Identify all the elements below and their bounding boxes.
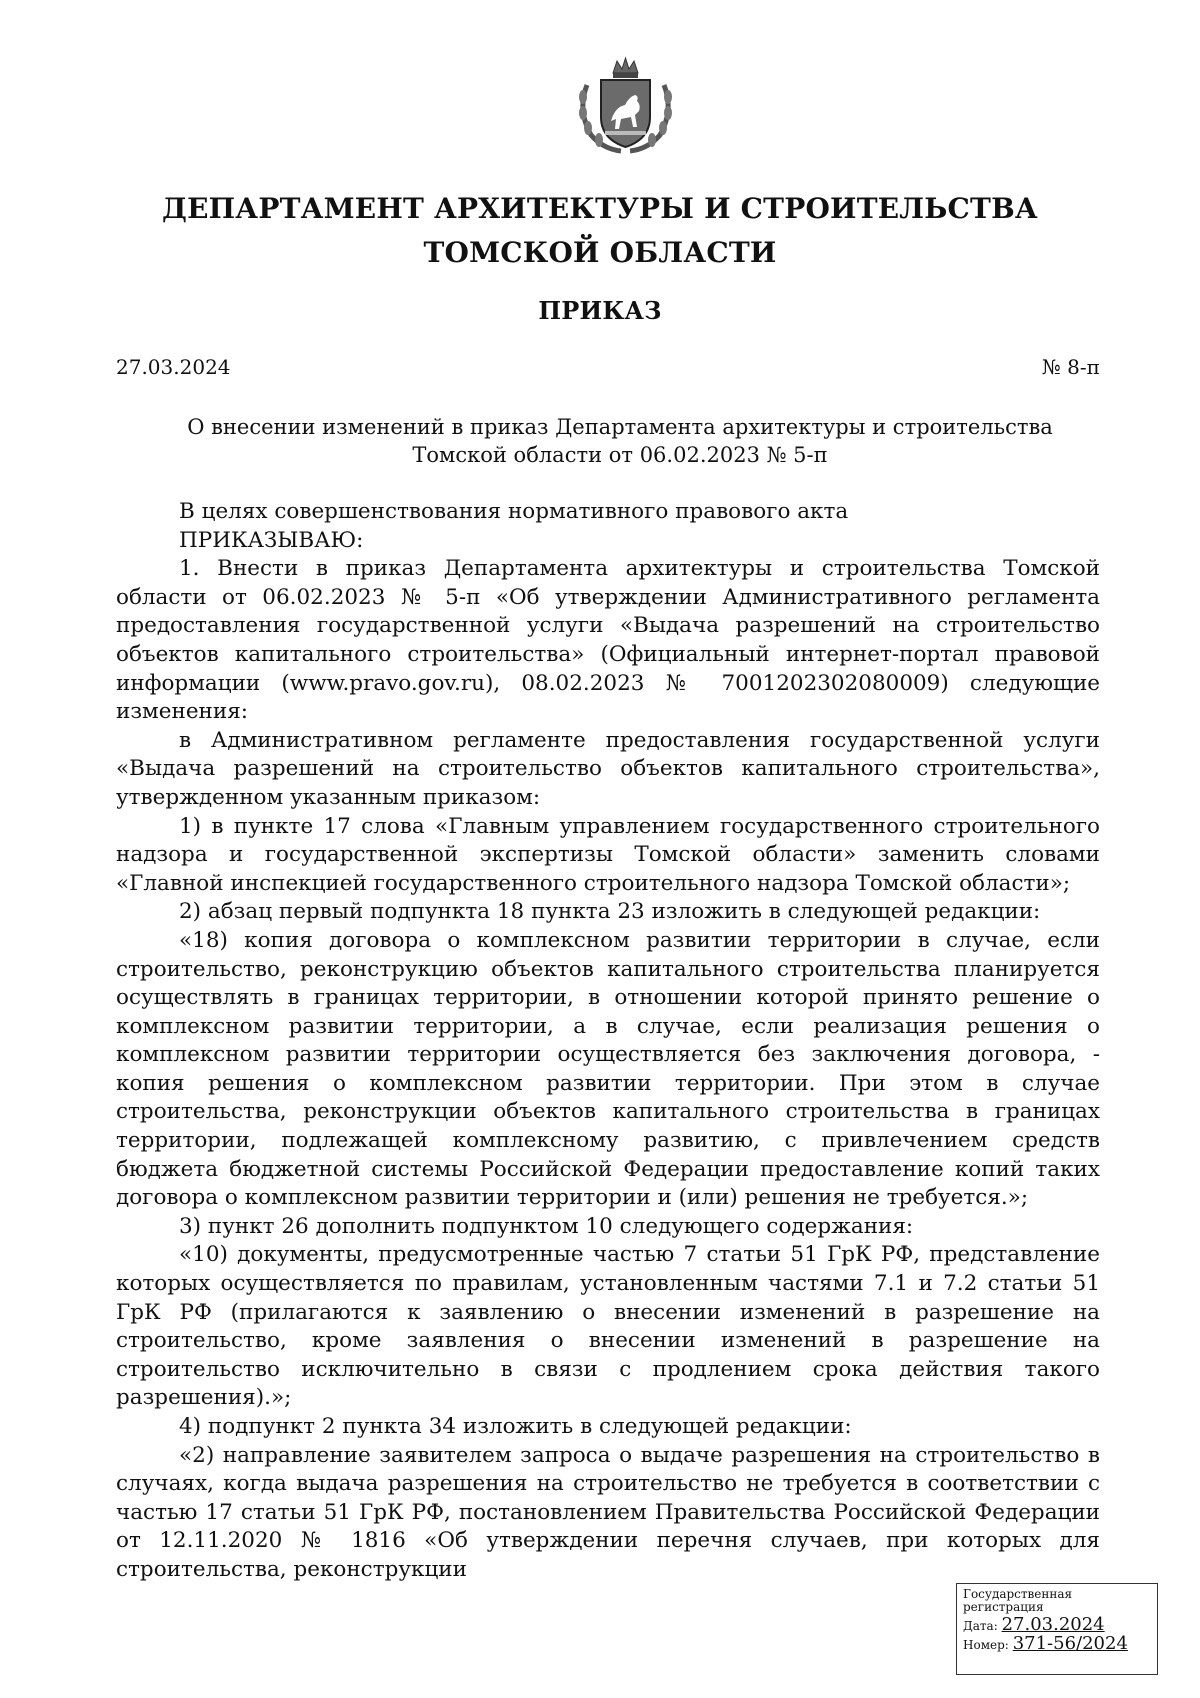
org-title-line2: ТОМСКОЙ ОБЛАСТИ <box>423 236 777 269</box>
paragraph: В целях совершенствования нормативного правового акта <box>179 499 849 524</box>
paragraph: 4) подпункт 2 пункта 34 изложить в следующей редакции: <box>179 1414 852 1439</box>
registration-title: Государственная регистрация <box>963 1587 1073 1614</box>
paragraph: 1. Внести в приказ Департамента архитектуры и строительства Томской области от 06.02.2023 № 5-п «Об утверждении Административного регламента предоставления государственной услуги «Выдача разрешений на строительство объектов капитального строительства» (Официальный интернет-портал правовой информации (www.pravo.gov.ru), 08.02.2023 № 7001202302080009) следующие изменения: <box>116 556 1100 725</box>
document-body <box>116 498 1100 1585</box>
date-number-row <box>116 355 1100 379</box>
paragraph: 3) пункт 26 дополнить подпунктом 10 следующего содержания: <box>179 1213 914 1239</box>
registration-stamp <box>956 1583 1158 1675</box>
paragraph: 1) в пункте 17 слова «Главным управлением государственного строительного надзора и государственной экспертизы Томской области» заменить словами «Главной инспекцией государственного строительного надзора Томской области»; <box>116 813 1100 896</box>
registration-number-row <box>963 1633 1151 1654</box>
registration-date-row <box>963 1614 1151 1635</box>
paragraph: 2) абзац первый подпункта 18 пункта 23 изложить в следующей редакции: <box>179 899 1041 925</box>
registration-number-value: 371-56/2024 <box>1012 1633 1128 1654</box>
document-number: № 8-п <box>1041 355 1100 379</box>
paragraph: «18) копия договора о комплексном развитии территории в случае, если строительство, реконструкцию объектов капитального строительства планируется осуществлять в границах территории, в отношении которой принято решение о комплексном развитии территории, а в случае, если реализация решения о комплексном развитии территории осуществляется без заключения договора, - копия решения о комплексном развитии территории. При этом в случае строительства, реконструкции объектов капитального строительства в границах территории, подлежащей комплексному развитию, с привлечением средств бюджета бюджетной системы Российской Федерации предоставление копий таких договора о комплексном развитии территории и (или) решения не требуется.»; <box>116 927 1100 1211</box>
paragraph: «2) направление заявителем запроса о выдаче разрешения на строительство в случаях, когда выдача разрешения на строительство не требуется в соответствии с частью 17 статьи 51 ГрК РФ, постановлением Правительства Российской Федерации от 12.11.2020 № 1816 «Об утверждении перечня случаев, при которых для строительства, реконструкции <box>116 1442 1100 1582</box>
paragraph: в Административном регламенте предоставления государственной услуги «Выдача разрешений на строительство объектов капитального строительства», утвержденном указанным приказом: <box>116 727 1100 810</box>
paragraph: ПРИКАЗЫВАЮ: <box>179 527 364 553</box>
coat-of-arms-icon <box>573 55 678 155</box>
paragraph: «10) документы, предусмотренные частью 7 статьи 51 ГрК РФ, представление которых осуществляется по правилам, установленным частями 7.1 и 7.2 статьи 51 ГрК РФ (прилагаются к заявлению о внесении изменений в разрешение на строительство, кроме заявления о внесении изменений в разрешение на строительство исключительно в связи с продлением срока действия такого разрешения).»; <box>116 1242 1100 1411</box>
org-title-line1: ДЕПАРТАМЕНТ АРХИТЕКТУРЫ И СТРОИТЕЛЬСТВА <box>162 192 1038 225</box>
registration-number-label: Номер: <box>963 1638 1009 1652</box>
document-date: 27.03.2024 <box>116 355 231 379</box>
registration-date-value: 27.03.2024 <box>1001 1614 1105 1635</box>
document-subject: О внесении изменений в приказ Департамента архитектуры и строительства Томской области от 06.02.2023 № 5-п <box>187 415 1053 467</box>
registration-date-label: Дата: <box>963 1619 998 1633</box>
document-type: ПРИКАЗ <box>538 296 662 325</box>
